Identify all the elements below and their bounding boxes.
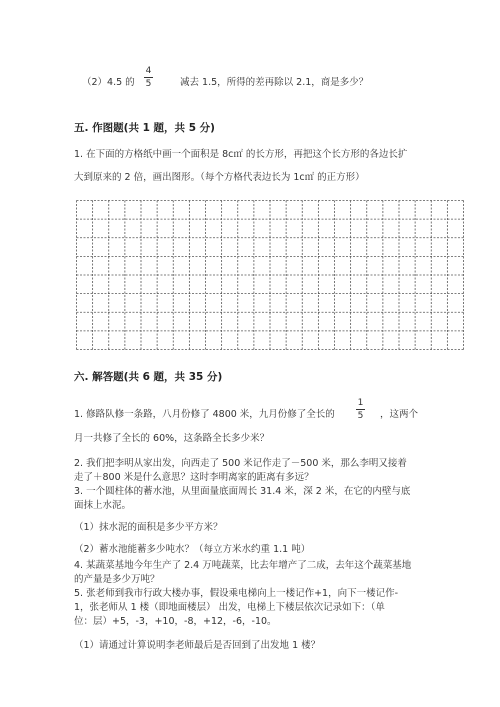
fraction-bar — [356, 409, 365, 410]
section-6-question-5-line-2: 1，张老师从 1 楼（即地面楼层） 出发，电梯上下楼层依次记录如下：（单 — [74, 602, 385, 613]
section-5-question-1-line-1: 1. 在下面的方格纸中画一个面积是 8c㎡ 的长方形，再把这个长方形的各边长扩 — [74, 149, 408, 160]
fraction-bar — [144, 77, 153, 78]
fraction-numerator: 1 — [357, 398, 364, 408]
section-6-question-3-sub-2: （2）蓄水池能蓄多少吨水？（每立方米水约重 1.1 吨） — [74, 544, 311, 555]
section-6-question-5-sub-1: （1）请通过计算说明李老师最后是否回到了出发地 1 楼？ — [74, 640, 321, 651]
question-text-suffix: 减去 1.5，所得的差再除以 2.1，商是多少？ — [180, 77, 369, 88]
section-6-question-3-line-2: 面抹上水泥。 — [74, 500, 132, 511]
section-6-question-3-line-1: 3. 一个圆柱体的蓄水池，从里面量底面周长 31.4 米，深 2 米，在它的内壁与底 — [74, 486, 411, 497]
section-6-question-3-sub-1: （1）抹水泥的面积是多少平方米？ — [74, 522, 223, 533]
section-6-question-2-line-2: 走了＋800 米是什么意思？这时李明离家的距离有多远？ — [74, 472, 314, 483]
section-6-question-1-prefix: 1. 修路队修一条路，八月份修了 4800 米，九月份修了全长的 — [74, 409, 335, 420]
section-6-question-1-line-2: 月一共修了全长的 60%，这条路全长多少米？ — [74, 433, 270, 444]
section-6-question-4-line-2: 的产量是多少万吨？ — [74, 574, 160, 585]
section-5-question-1-line-2: 大到原来的 2 倍，画出图形。（每个方格代表边长为 1c㎡ 的正方形） — [74, 172, 365, 183]
section-6-question-5-line-1: 5. 张老师到我市行政大楼办事，假设乘电梯向上一楼记作+1，向下一楼记作- — [74, 588, 399, 599]
fraction-denominator: 5 — [145, 79, 152, 89]
section-6-title: 六. 解答题(共 6 题，共 35 分) — [74, 371, 223, 383]
section-6-question-2-line-1: 2. 我们把李明从家出发，向西走了 500 米记作走了－500 米，那么李明又接着 — [74, 458, 407, 469]
question-part-2 — [82, 74, 135, 88]
fraction-denominator: 5 — [357, 411, 364, 421]
grid-paper — [76, 200, 464, 350]
fraction — [356, 398, 365, 421]
grid-svg — [76, 200, 464, 350]
section-6-question-1-suffix: ，这两个 — [380, 409, 419, 420]
section-6-question-5-line-3: 位：层）+5，-3，+10，-8，+12，-6，-10。 — [74, 616, 277, 627]
question-text-prefix: （2）4.5 的 — [82, 77, 135, 88]
section-6-question-4-line-1: 4. 某蔬菜基地今年生产了 2.4 万吨蔬菜，比去年增产了二成，去年这个蔬菜基地 — [74, 560, 412, 571]
fraction — [144, 66, 153, 89]
section-5-title: 五. 作图题(共 1 题，共 5 分) — [74, 122, 215, 134]
fraction-numerator: 4 — [145, 66, 152, 76]
